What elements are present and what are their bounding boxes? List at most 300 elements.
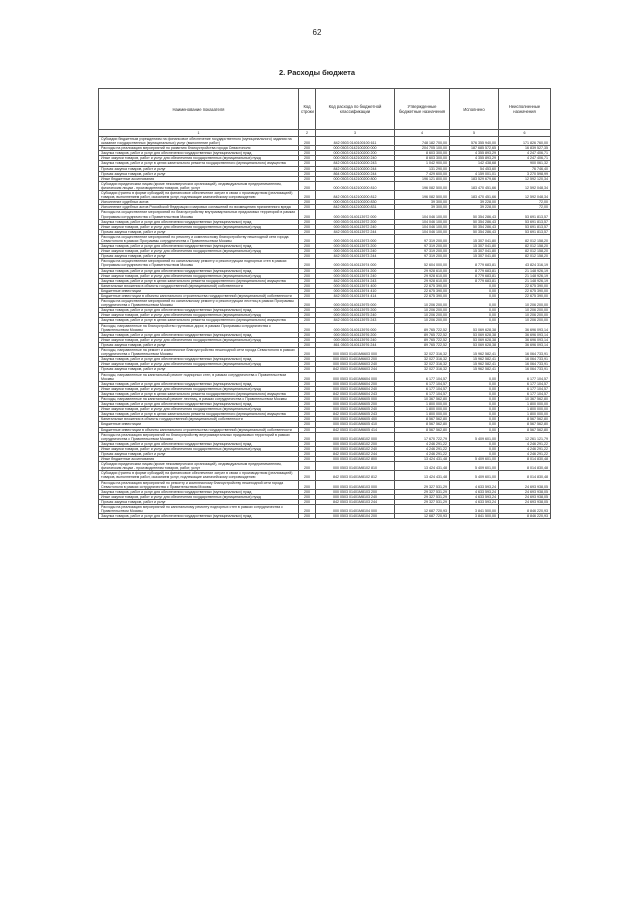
row-kbk-cell: 842 0503 01401М6603 244 — [316, 367, 395, 372]
row-kbk-cell: 000 0503 0142100200 000 — [316, 146, 395, 151]
row-executed-cell: 8 779 683,81 — [450, 278, 499, 283]
row-executed-cell: 183 529 679,66 — [450, 176, 499, 181]
row-approved-cell: 22 675 390,00 — [395, 288, 450, 293]
table-row — [99, 471, 551, 480]
row-name-cell: Расходы на реализацию мероприятий по ремонту и комплексному благоустройству пешеходной сети города Севастополя в рамках сотрудничества с Правительством Москвы — [99, 480, 299, 489]
row-kbk-cell: 000 0503 0142100200 830 — [316, 200, 395, 205]
row-name-cell: Субсидии бюджетным учреждениям на финансовое обеспечение государственного (муниципального) задания на оказание государственных (муниципальных) услуг (выполнение работ) — [99, 137, 299, 146]
row-code-cell: 200 — [299, 244, 316, 249]
row-kbk-cell: 842 0503 01401М8102 812 — [316, 471, 395, 480]
row-name-cell: Расходы на осуществление мероприятий по ремонту и комплексному благоустройству пешеходной сети города Севастополя в рамках Программы сотрудничества с Правительством Москвы — [99, 234, 299, 243]
row-name-cell: Закупка товаров, работ и услуг для обеспечения государственных (муниципальных) нужд — [99, 332, 299, 337]
row-kbk-cell: 000 0503 01401М6603 200 — [316, 357, 395, 362]
row-remaining-cell: 21 148 926,19 — [499, 278, 551, 283]
row-executed-cell: 0,00 — [450, 308, 499, 313]
row-kbk-cell: 842 0503 0142100200 243 — [316, 161, 395, 166]
row-remaining-cell: 36 696 093,14 — [499, 332, 551, 337]
row-kbk-cell: 000 0503 01401М6604 240 — [316, 386, 395, 391]
row-executed-cell: 187 685 572,65 — [450, 146, 499, 151]
row-kbk-cell: 000 0503 01401М8102 810 — [316, 462, 395, 471]
row-kbk-cell: 000 0503 01401М6603 000 — [316, 348, 395, 357]
row-code-cell: 200 — [299, 210, 316, 219]
row-name-cell: Субсидии (гранты в форме субсидий) на финансовое обеспечение затрат в связи с производством (реализацией) товаров, выполнением работ, оказанием услуг, подлежащие казначейскому сопровождению — [99, 191, 299, 200]
row-name-cell: Иные бюджетные ассигнования — [99, 457, 299, 462]
row-kbk-cell: 842 0503 0140113974 243 — [316, 278, 395, 283]
row-name-cell: Закупка товаров, работ и услуг в целях капитального ремонта государственного (муниципального) имущества — [99, 318, 299, 323]
row-approved-cell: 29 327 531,29 — [395, 489, 450, 494]
row-executed-cell: 15 962 582,41 — [450, 362, 499, 367]
row-code-cell: 200 — [299, 441, 316, 446]
row-executed-cell: 4 633 593,24 — [450, 499, 499, 504]
row-approved-cell: 32 027 316,32 — [395, 362, 450, 367]
row-executed-cell: 53 069 628,38 — [450, 337, 499, 342]
row-approved-cell: 1 800 000,00 — [395, 402, 450, 407]
row-kbk-cell: 864 0503 0142100200 244 — [316, 171, 395, 176]
row-remaining-cell: 4 247 406,71 — [499, 151, 551, 156]
row-kbk-cell: 000 0503 01401М8103 200 — [316, 489, 395, 494]
row-code-cell: 200 — [299, 381, 316, 386]
row-approved-cell: 29 327 531,29 — [395, 494, 450, 499]
row-name-cell: Субсидии юридическим лицам (кроме некоммерческих организаций), индивидуальным предпринимателям, физическим лицам - производителям товаров, работ, услуг — [99, 462, 299, 471]
row-code-cell: 200 — [299, 372, 316, 381]
row-executed-cell: 50 354 286,43 — [450, 219, 499, 224]
table-row — [99, 432, 551, 441]
row-code-cell: 200 — [299, 332, 316, 337]
row-executed-cell: 4 355 893,29 — [450, 151, 499, 156]
row-kbk-cell: 000 0503 0140113972 000 — [316, 210, 395, 219]
row-code-cell: 200 — [299, 161, 316, 166]
row-name-cell: Закупка товаров, работ и услуг для обеспечения государственных (муниципальных) нужд — [99, 441, 299, 446]
row-code-cell: 200 — [299, 494, 316, 499]
row-name-cell: Иные закупки товаров, работ и услуг для обеспечения государственных (муниципальных) нужд — [99, 407, 299, 412]
row-approved-cell: 10 206 200,00 — [395, 318, 450, 323]
row-executed-cell: 0,00 — [450, 441, 499, 446]
row-approved-cell: 104 046 100,00 — [395, 210, 450, 219]
column-number: 2 — [299, 130, 316, 137]
row-code-cell: 200 — [299, 294, 316, 299]
row-code-cell: 200 — [299, 318, 316, 323]
row-name-cell: Расходы, направленные на благоустройство грунтовых дорог, в рамках Программы сотрудничества с Правительством Москвы — [99, 323, 299, 332]
row-code-cell: 200 — [299, 407, 316, 412]
row-approved-cell: 39 300,00 — [395, 200, 450, 205]
row-code-cell: 200 — [299, 229, 316, 234]
row-remaining-cell: 10 206 200,00 — [499, 299, 551, 308]
row-kbk-cell: 000 0503 01401М8102 200 — [316, 441, 395, 446]
row-name-cell: Расходы на реализацию мероприятий по развитию благоустройства города Севастополя — [99, 146, 299, 151]
row-name-cell: Закупка товаров, работ и услуг в целях капитального ремонта государственного (муниципального) имущества — [99, 391, 299, 396]
row-approved-cell: 204 705 100,00 — [395, 146, 450, 151]
column-header: Неисполненные назначения — [499, 89, 551, 130]
row-executed-cell: 15 307 041,80 — [450, 244, 499, 249]
row-approved-cell: 196 121 800,00 — [395, 176, 450, 181]
table-row — [99, 259, 551, 268]
row-approved-cell: 97 319 200,00 — [395, 234, 450, 243]
row-remaining-cell: 6 177 104,57 — [499, 391, 551, 396]
row-code-cell: 200 — [299, 205, 316, 210]
row-kbk-cell: 000 0503 0140113976 200 — [316, 332, 395, 337]
row-executed-cell: 0,00 — [450, 318, 499, 323]
row-code-cell: 200 — [299, 288, 316, 293]
row-remaining-cell: 10 206 200,00 — [499, 308, 551, 313]
table-row — [99, 181, 551, 190]
row-kbk-cell: 842 0503 0140113975 243 — [316, 318, 395, 323]
row-approved-cell: 13 424 431,48 — [395, 457, 450, 462]
row-approved-cell: 1 800 000,00 — [395, 412, 450, 417]
row-kbk-cell: 000 0503 0140113974 410 — [316, 288, 395, 293]
table-row — [99, 210, 551, 219]
row-approved-cell: 6 177 104,57 — [395, 386, 450, 391]
column-number: 3 — [316, 130, 395, 137]
row-code-cell: 200 — [299, 417, 316, 422]
row-kbk-cell: 000 0503 01401М6605 240 — [316, 407, 395, 412]
column-number: 6 — [499, 130, 551, 137]
row-remaining-cell: 12 592 048,34 — [499, 191, 551, 200]
row-executed-cell: 0,00 — [450, 422, 499, 427]
table-row — [99, 137, 551, 146]
row-kbk-cell: 000 0503 01401М6604 000 — [316, 372, 395, 381]
row-code-cell: 200 — [299, 499, 316, 504]
row-kbk-cell: 000 0503 0142100200 200 — [316, 151, 395, 156]
row-remaining-cell: 36 696 093,14 — [499, 337, 551, 342]
row-approved-cell: 29 928 610,00 — [395, 273, 450, 278]
row-kbk-cell: 842 0503 01401М6605 243 — [316, 412, 395, 417]
row-executed-cell: 4 355 893,29 — [450, 156, 499, 161]
row-executed-cell: 0,00 — [450, 452, 499, 457]
row-code-cell: 200 — [299, 234, 316, 243]
row-name-cell: Расходы на осуществление мероприятий по капитальному ремонту и реконструкции подпорных стен в рамках Программы сотрудничества с Правительством Москвы — [99, 259, 299, 268]
row-executed-cell: 50 354 286,43 — [450, 229, 499, 234]
row-remaining-cell: 6 177 104,57 — [499, 386, 551, 391]
row-kbk-cell: 842 0503 01401М6604 243 — [316, 391, 395, 396]
row-approved-cell: 10 206 200,00 — [395, 299, 450, 308]
column-number: 5 — [450, 130, 499, 137]
row-name-cell: Прочая закупка товаров, работ и услуг — [99, 166, 299, 171]
row-remaining-cell: 24 693 938,05 — [499, 480, 551, 489]
row-executed-cell: 15 307 041,80 — [450, 234, 499, 243]
row-kbk-cell: 842 0503 0140113972 244 — [316, 229, 395, 234]
row-remaining-cell: 8 567 562,80 — [499, 427, 551, 432]
row-executed-cell: 4 159 001,01 — [450, 171, 499, 176]
row-executed-cell: 0,00 — [450, 412, 499, 417]
row-code-cell: 200 — [299, 432, 316, 441]
row-executed-cell: 0,00 — [450, 381, 499, 386]
row-name-cell: Субсидии юридическим лицам (кроме некоммерческих организаций), индивидуальным предпринимателям, физическим лицам - производителям товаров, работ, услуг — [99, 181, 299, 190]
row-kbk-cell: 000 0503 0140113974 000 — [316, 259, 395, 268]
column-number: 4 — [395, 130, 450, 137]
row-approved-cell: 29 327 531,29 — [395, 499, 450, 504]
row-code-cell: 200 — [299, 362, 316, 367]
row-executed-cell: 53 069 628,38 — [450, 332, 499, 337]
row-name-cell: Закупка товаров, работ и услуг для обеспечения государственных (муниципальных) нужд — [99, 402, 299, 407]
row-approved-cell: 89 765 722,52 — [395, 337, 450, 342]
row-executed-cell: 0,00 — [450, 299, 499, 308]
row-approved-cell: 12 687 720,93 — [395, 514, 450, 519]
row-name-cell: Закупка товаров, работ и услуг для обеспечения государственных (муниципальных) нужд — [99, 381, 299, 386]
row-remaining-cell: 16 064 733,91 — [499, 367, 551, 372]
row-executed-cell: 576 355 940,00 — [450, 137, 499, 146]
row-code-cell: 200 — [299, 273, 316, 278]
row-code-cell: 200 — [299, 268, 316, 273]
row-kbk-cell: 000 0503 0140113972 200 — [316, 219, 395, 224]
row-executed-cell: 15 307 041,80 — [450, 249, 499, 254]
row-code-cell: 200 — [299, 337, 316, 342]
row-kbk-cell: 000 0503 01401М6605 410 — [316, 422, 395, 427]
row-code-cell: 200 — [299, 462, 316, 471]
column-header: Утвержденные бюджетные назначения — [395, 89, 450, 130]
row-remaining-cell: 900 061,32 — [499, 161, 551, 166]
row-executed-cell: 4 633 593,24 — [450, 494, 499, 499]
row-code-cell: 200 — [299, 446, 316, 451]
row-executed-cell: 39 228,00 — [450, 205, 499, 210]
row-approved-cell: 748 182 700,00 — [395, 137, 450, 146]
row-remaining-cell: 10 206 200,00 — [499, 313, 551, 318]
row-approved-cell: 196 082 500,00 — [395, 191, 450, 200]
row-approved-cell: 32 027 316,32 — [395, 367, 450, 372]
table-row — [99, 505, 551, 514]
row-code-cell: 200 — [299, 146, 316, 151]
row-kbk-cell: 000 0503 0140113975 000 — [316, 299, 395, 308]
row-executed-cell: 50 354 286,43 — [450, 224, 499, 229]
row-approved-cell: 29 327 531,29 — [395, 480, 450, 489]
row-approved-cell: 8 567 562,80 — [395, 427, 450, 432]
row-remaining-cell: 53 691 813,57 — [499, 219, 551, 224]
row-kbk-cell: 000 0503 01401М6605 200 — [316, 402, 395, 407]
row-name-cell: Бюджетные инвестиции в объекты капитального строительства государственной (муниципальной) собственности — [99, 427, 299, 432]
row-name-cell: Исполнение судебных актов — [99, 200, 299, 205]
row-code-cell: 200 — [299, 348, 316, 357]
row-name-cell: Иные закупки товаров, работ и услуг для обеспечения государственных (муниципальных) нужд — [99, 156, 299, 161]
row-kbk-cell: 000 0503 01401М8102 000 — [316, 432, 395, 441]
row-remaining-cell: 8 846 220,93 — [499, 505, 551, 514]
table-row — [99, 323, 551, 332]
row-name-cell: Закупка товаров, работ и услуг для обеспечения государственных (муниципальных) нужд — [99, 151, 299, 156]
row-name-cell: Закупка товаров, работ и услуг в целях капитального ремонта государственного (муниципального) имущества — [99, 278, 299, 283]
row-approved-cell: 7 429 600,00 — [395, 171, 450, 176]
row-kbk-cell: 842 0503 01401М8103 244 — [316, 499, 395, 504]
row-approved-cell: 32 027 316,32 — [395, 348, 450, 357]
row-executed-cell: 5 409 601,00 — [450, 471, 499, 480]
row-kbk-cell: 000 0503 01401М8104 200 — [316, 514, 395, 519]
row-code-cell: 200 — [299, 457, 316, 462]
row-name-cell: Иные закупки товаров, работ и услуг для обеспечения государственных (муниципальных) нужд — [99, 362, 299, 367]
row-name-cell: Иные закупки товаров, работ и услуг для обеспечения государственных (муниципальных) нужд — [99, 494, 299, 499]
row-approved-cell: 29 928 610,00 — [395, 268, 450, 273]
row-code-cell: 200 — [299, 254, 316, 259]
row-name-cell: Прочая закупка товаров, работ и услуг — [99, 499, 299, 504]
row-executed-cell: 0,00 — [450, 396, 499, 401]
row-remaining-cell: 1 800 000,00 — [499, 402, 551, 407]
row-remaining-cell: 1 800 000,00 — [499, 407, 551, 412]
row-executed-cell: 15 962 582,41 — [450, 367, 499, 372]
row-approved-cell: 97 319 200,00 — [395, 244, 450, 249]
row-kbk-cell: 842 0503 0142100200 244 — [316, 166, 395, 171]
table-row — [99, 462, 551, 471]
row-name-cell: Расходы, направленные на капитальный ремонт лестниц, в рамках сотрудничества с Правительством Москвы — [99, 396, 299, 401]
column-header: Код строки — [299, 89, 316, 130]
row-name-cell: Закупка товаров, работ и услуг для обеспечения государственных (муниципальных) нужд — [99, 514, 299, 519]
row-executed-cell: 8 779 683,81 — [450, 273, 499, 278]
row-name-cell: Расходы, направленные на капитальный ремонт подпорных стен, в рамках сотрудничества с Правительством Москвы — [99, 372, 299, 381]
row-name-cell: Прочая закупка товаров, работ и услуг — [99, 171, 299, 176]
row-kbk-cell: 000 0503 0140113973 200 — [316, 244, 395, 249]
row-kbk-cell: 842 0503 0140100100 611 — [316, 137, 395, 146]
row-remaining-cell: 53 691 813,57 — [499, 229, 551, 234]
row-kbk-cell: 000 0503 01401М8103 000 — [316, 480, 395, 489]
row-executed-cell: 0,00 — [450, 402, 499, 407]
row-kbk-cell: 000 0503 0140113974 200 — [316, 268, 395, 273]
row-executed-cell: 5 409 601,00 — [450, 462, 499, 471]
row-executed-cell: 0,00 — [450, 372, 499, 381]
row-remaining-cell: 36 696 093,14 — [499, 342, 551, 347]
row-approved-cell: 13 424 431,48 — [395, 462, 450, 471]
row-kbk-cell: 842 0503 0142100200 812 — [316, 191, 395, 200]
row-kbk-cell: 000 0503 0140113974 240 — [316, 273, 395, 278]
row-remaining-cell: 82 012 158,20 — [499, 234, 551, 243]
row-name-cell: Закупка товаров, работ и услуг для обеспечения государственных (муниципальных) нужд — [99, 219, 299, 224]
row-code-cell: 200 — [299, 151, 316, 156]
table-body — [99, 137, 551, 519]
row-executed-cell: 0,00 — [450, 283, 499, 288]
row-kbk-cell: 000 0503 0142100200 810 — [316, 181, 395, 190]
row-kbk-cell: 000 0503 01401М8102 240 — [316, 446, 395, 451]
row-executed-cell: 0,00 — [450, 288, 499, 293]
row-approved-cell: 4 246 291,22 — [395, 446, 450, 451]
row-executed-cell: 53 069 628,38 — [450, 342, 499, 347]
row-code-cell: 200 — [299, 219, 316, 224]
row-approved-cell: 196 082 500,00 — [395, 181, 450, 190]
row-name-cell: Прочая закупка товаров, работ и услуг — [99, 342, 299, 347]
row-remaining-cell: 12 592 120,34 — [499, 176, 551, 181]
row-name-cell: Иные закупки товаров, работ и услуг для обеспечения государственных (муниципальных) нужд — [99, 446, 299, 451]
row-remaining-cell: 8 567 562,80 — [499, 417, 551, 422]
row-executed-cell: 15 962 582,41 — [450, 348, 499, 357]
row-remaining-cell: 82 012 158,20 — [499, 254, 551, 259]
row-remaining-cell: 4 246 291,22 — [499, 446, 551, 451]
row-remaining-cell: 21 148 926,19 — [499, 273, 551, 278]
row-code-cell: 200 — [299, 422, 316, 427]
row-name-cell: Иные бюджетные ассигнования — [99, 176, 299, 181]
row-name-cell: Иные закупки товаров, работ и услуг для обеспечения государственных (муниципальных) нужд — [99, 249, 299, 254]
row-name-cell: Прочая закупка товаров, работ и услуг — [99, 452, 299, 457]
row-name-cell: Закупка товаров, работ и услуг для обеспечения государственных (муниципальных) нужд — [99, 357, 299, 362]
table-row — [99, 234, 551, 243]
row-name-cell: Прочая закупка товаров, работ и услуг — [99, 254, 299, 259]
row-kbk-cell: 000 0503 0140113972 240 — [316, 224, 395, 229]
row-executed-cell: 3 841 500,00 — [450, 505, 499, 514]
row-name-cell: Иные закупки товаров, работ и услуг для обеспечения государственных (муниципальных) нужд — [99, 386, 299, 391]
row-approved-cell: 89 765 722,52 — [395, 342, 450, 347]
row-kbk-cell: 000 0503 0142100200 800 — [316, 176, 395, 181]
row-approved-cell: 17 670 722,79 — [395, 432, 450, 441]
row-remaining-cell: 82 012 158,20 — [499, 249, 551, 254]
row-name-cell: Иные закупки товаров, работ и услуг для обеспечения государственных (муниципальных) нужд — [99, 273, 299, 278]
row-executed-cell: 53 069 628,38 — [450, 323, 499, 332]
row-code-cell: 200 — [299, 283, 316, 288]
row-remaining-cell: 82 012 158,20 — [499, 244, 551, 249]
row-code-cell: 200 — [299, 480, 316, 489]
row-remaining-cell: 22 675 390,00 — [499, 283, 551, 288]
expenses-table — [98, 88, 551, 519]
row-remaining-cell: 16 839 527,35 — [499, 146, 551, 151]
row-kbk-cell: 842 0503 01401М6605 414 — [316, 427, 395, 432]
row-code-cell: 200 — [299, 156, 316, 161]
table-row — [99, 372, 551, 381]
row-kbk-cell: 000 0503 0140113973 000 — [316, 234, 395, 243]
row-code-cell: 200 — [299, 200, 316, 205]
row-approved-cell: 32 027 316,32 — [395, 357, 450, 362]
row-remaining-cell: 22 675 390,00 — [499, 294, 551, 299]
column-header: Исполнено — [450, 89, 499, 130]
row-remaining-cell: 76 746,40 — [499, 166, 551, 171]
row-name-cell: Расходы на реализацию мероприятий по капитальному ремонту подпорных стен в рамках сотрудничества с Правительством Москвы — [99, 505, 299, 514]
row-approved-cell: 89 765 722,52 — [395, 332, 450, 337]
column-header: Код расхода по бюджетной классификации — [316, 89, 395, 130]
row-name-cell: Закупка товаров, работ и услуг для обеспечения государственных (муниципальных) нужд — [99, 268, 299, 273]
row-approved-cell: 13 424 431,48 — [395, 471, 450, 480]
row-remaining-cell: 8 567 562,80 — [499, 422, 551, 427]
row-executed-cell: 54 453,60 — [450, 166, 499, 171]
row-remaining-cell: 8 014 830,48 — [499, 462, 551, 471]
row-remaining-cell: 8 014 830,48 — [499, 471, 551, 480]
row-approved-cell: 8 567 562,80 — [395, 417, 450, 422]
row-kbk-cell: 000 0503 01401М6605 000 — [316, 396, 395, 401]
table-row — [99, 348, 551, 357]
row-code-cell: 200 — [299, 191, 316, 200]
row-name-cell: Иные закупки товаров, работ и услуг для обеспечения государственных (муниципальных) нужд — [99, 224, 299, 229]
row-code-cell: 200 — [299, 224, 316, 229]
row-code-cell: 200 — [299, 342, 316, 347]
row-approved-cell: 131 290,00 — [395, 166, 450, 171]
row-code-cell: 200 — [299, 391, 316, 396]
row-approved-cell: 1 042 900,00 — [395, 161, 450, 166]
row-approved-cell: 22 675 390,00 — [395, 283, 450, 288]
row-remaining-cell: 43 824 316,19 — [499, 259, 551, 268]
row-approved-cell: 89 765 722,52 — [395, 323, 450, 332]
row-remaining-cell: 171 826 760,00 — [499, 137, 551, 146]
table-row — [99, 191, 551, 200]
row-approved-cell: 52 604 000,00 — [395, 259, 450, 268]
row-remaining-cell: 4 246 291,22 — [499, 452, 551, 457]
row-code-cell: 200 — [299, 278, 316, 283]
row-executed-cell: 39 228,00 — [450, 200, 499, 205]
row-executed-cell: 50 354 286,43 — [450, 210, 499, 219]
row-kbk-cell: 000 0503 01401М6605 400 — [316, 417, 395, 422]
row-remaining-cell: 10 206 200,00 — [499, 318, 551, 323]
row-code-cell: 200 — [299, 402, 316, 407]
row-kbk-cell: 000 0503 0140113975 200 — [316, 308, 395, 313]
row-code-cell: 200 — [299, 166, 316, 171]
row-remaining-cell: 4 246 291,22 — [499, 441, 551, 446]
row-code-cell: 200 — [299, 249, 316, 254]
row-remaining-cell: 8 014 830,48 — [499, 457, 551, 462]
row-executed-cell: 0,00 — [450, 417, 499, 422]
column-header: Наименование показателя — [99, 89, 299, 130]
row-remaining-cell: 22 675 390,00 — [499, 288, 551, 293]
row-name-cell: Расходы на реализацию мероприятий по благоустройству внутриквартальных придомовых территорий в рамках сотрудничества с Правительством Москвы — [99, 432, 299, 441]
row-code-cell: 200 — [299, 514, 316, 519]
column-numbers-row — [99, 130, 551, 137]
row-code-cell: 200 — [299, 471, 316, 480]
row-code-cell: 200 — [299, 299, 316, 308]
row-name-cell: Прочая закупка товаров, работ и услуг — [99, 367, 299, 372]
row-name-cell: Расходы, направленные на ремонт и комплексное благоустройство пешеходной сети города Севастополя в рамках сотрудничества с Правительством Москвы — [99, 348, 299, 357]
row-executed-cell: 183 470 451,66 — [450, 181, 499, 190]
row-code-cell: 200 — [299, 357, 316, 362]
row-kbk-cell: 000 0503 01401М8102 800 — [316, 457, 395, 462]
row-remaining-cell: 21 148 926,19 — [499, 268, 551, 273]
row-approved-cell: 4 246 291,22 — [395, 452, 450, 457]
table-row — [99, 514, 551, 519]
